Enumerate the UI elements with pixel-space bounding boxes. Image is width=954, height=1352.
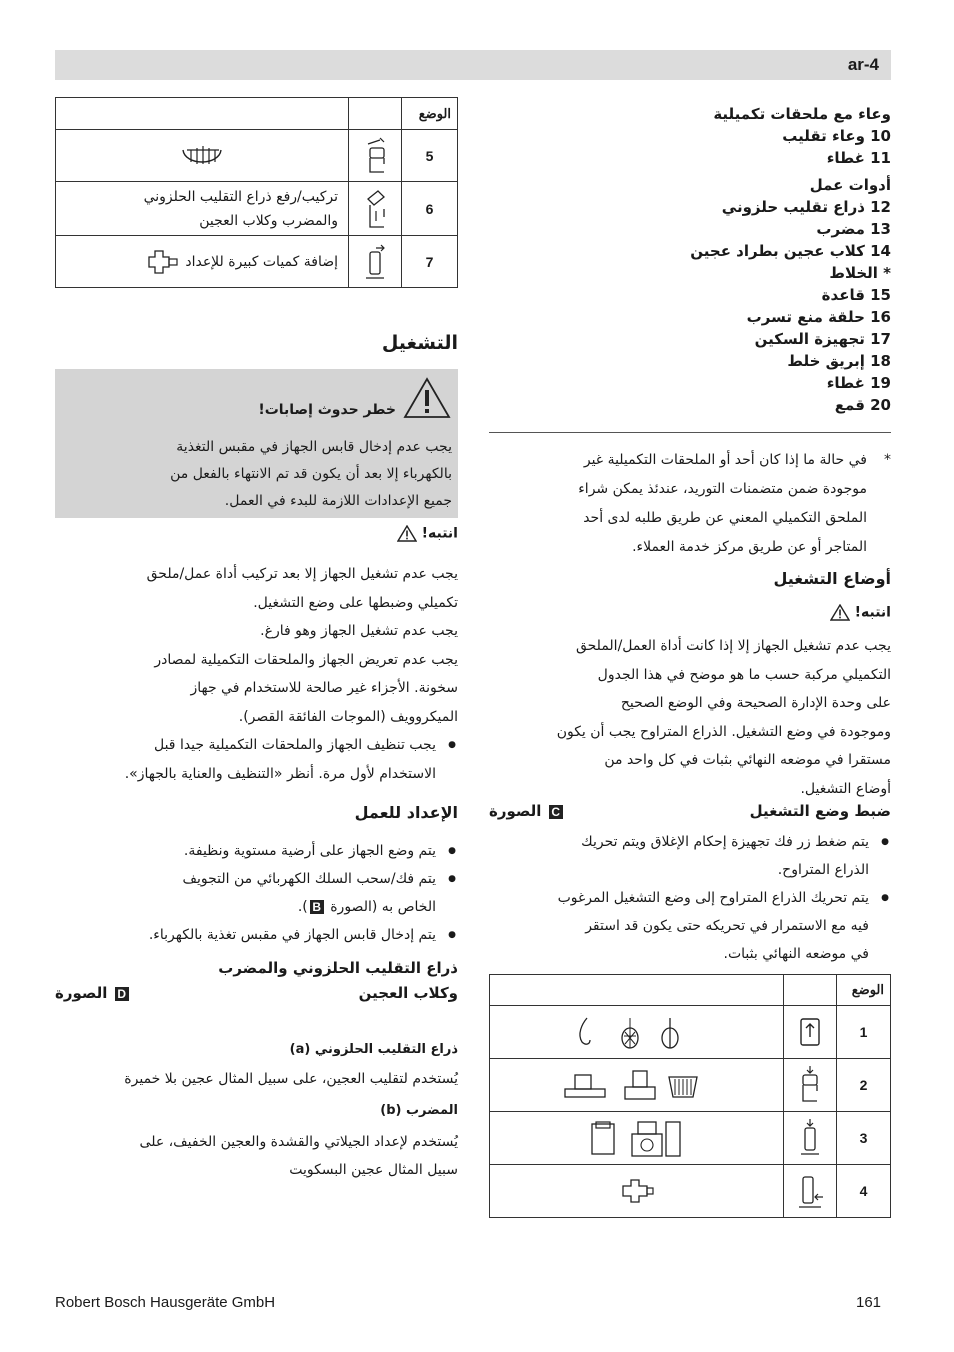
attention-line: يجب عدم تشغيل الجهاز وهو فارغ. xyxy=(260,623,458,639)
attention-line: يجب عدم تشغيل الجهاز إلا إذا كانت أداة العمل/الملحق xyxy=(575,638,891,654)
tools-heading xyxy=(55,956,458,1006)
list-item xyxy=(55,837,458,865)
attention-label: انتبه! xyxy=(421,525,458,542)
attachments-icon xyxy=(557,1067,717,1103)
bullet-line: الاستخدام لأول مرة. أنظر «التنظيف والعناية بالجهاز». xyxy=(124,765,436,782)
position-number: 2 xyxy=(837,1059,891,1112)
table-header-row xyxy=(56,98,458,130)
part-item: 18 إبريق خلط xyxy=(787,352,891,370)
arm-position-7-icon xyxy=(349,236,402,288)
bullet-line: ● يتم وضع الجهاز على أرضية مستوية ونظيفة. xyxy=(183,843,436,859)
footnote-line: في حالة ما إذا كان أحد أو الملحقات التكميلية غير xyxy=(583,452,867,468)
footnote-line: موجودة ضمن متضمنات التوريد، عندئذ يمكن شراء xyxy=(578,481,867,497)
position-number: 7 xyxy=(402,236,458,288)
part-item: 14 كلاب عجين بطراد عجين xyxy=(690,242,891,260)
row-description-line: إضافة كميات كبيرة للإعداد xyxy=(185,253,338,270)
bullet-line: ● يتم ضغط زر فك تجهيزة إحكام الإغلاق ويتم تحريك xyxy=(581,834,869,850)
footer-page-number: 161 xyxy=(856,1294,882,1311)
row-description xyxy=(56,236,349,288)
part-group: * الخلاط xyxy=(829,264,891,282)
part-item: 20 قمع xyxy=(834,396,891,414)
attention-line: سخونة. الأجزاء غير صالحة للاستخدام في جهاز xyxy=(190,680,458,696)
tool-b-line: يُستخدم لإعداد الجيلاتي والقشدة والعجين الخفيف، على xyxy=(139,1134,458,1150)
rear-drive-icon-cell xyxy=(490,1165,784,1218)
table-header-empty xyxy=(490,975,784,1006)
attention-line: التكميلي مركبة حسب ما هو موضح في هذا الجدول xyxy=(597,666,891,683)
tool-b-name: المضرب xyxy=(405,1103,458,1118)
bullet-line: ● يجب تنظيف الجهاز والملحقات التكميلية جيدا قبل xyxy=(153,737,436,753)
attention-line: يجب عدم تعريض الجهاز والملحقات التكميلية لمصادر xyxy=(154,651,458,668)
warning-triangle-icon xyxy=(397,525,417,542)
page-label: ar-4 xyxy=(847,55,879,74)
table-header-empty xyxy=(784,975,837,1006)
prep-bullets xyxy=(55,837,458,949)
beater-icon-cell xyxy=(56,130,349,182)
figure-letter-b: B xyxy=(310,900,324,914)
rear-drive-icon xyxy=(147,249,181,275)
tool-a-text: يُستخدم لتقليب العجين، على سبيل المثال عجين بلا خميرة xyxy=(124,1071,458,1087)
position-number: 1 xyxy=(837,1006,891,1059)
arm-position-4-icon xyxy=(784,1165,837,1218)
tool-b-text xyxy=(55,1128,458,1184)
warning-triangle-icon xyxy=(402,376,452,420)
processor-icons xyxy=(490,1112,784,1165)
warning-line: يجب عدم إدخال قابس الجهاز في مقبس التغذية xyxy=(176,439,452,455)
table-header-row xyxy=(490,975,891,1006)
figure-label: الصورة xyxy=(489,802,542,820)
figure-label: الصورة xyxy=(55,984,108,1002)
table-row xyxy=(490,1112,891,1165)
bullet-line: الخاص به (الصورة B). xyxy=(297,899,436,915)
table-row xyxy=(56,182,458,236)
attention-row xyxy=(55,525,458,542)
part-item: 11 غطاء xyxy=(826,149,891,167)
list-item xyxy=(55,921,458,949)
footnote-line: المتاجر أو عن طريق مركز خدمة العملاء. xyxy=(632,539,867,555)
whisk-bowl-icon xyxy=(179,142,225,170)
bullet-line: ● يتم إدخال قابس الجهاز في مقبس تغذية بالكهرباء. xyxy=(148,927,436,943)
op-positions-heading: أوضاع التشغيل xyxy=(773,569,891,588)
attention-line: أوضاع التشغيل. xyxy=(800,780,891,797)
attention-line: وموجودة في وضع التشغيل. الذراع المتراوح يجب أن يكون xyxy=(556,723,891,740)
part-item: 16 حلقة منع تسرب xyxy=(746,308,891,326)
warning-line: بالكهرباء إلا بعد أن يكون قد تم الانتهاء بالفعل من xyxy=(170,466,452,482)
attention-row xyxy=(489,604,891,621)
part-item: 19 غطاء xyxy=(826,374,891,392)
part-group: أدوات عمل xyxy=(809,176,891,194)
part-item: 10 وعاء تقليب xyxy=(782,127,891,145)
footnote-star: * xyxy=(884,452,891,468)
warning-line: جميع الإعدادات اللازمة للبدء في العمل. xyxy=(224,493,452,509)
part-item: 13 مضرب xyxy=(816,220,891,238)
header-bar xyxy=(55,50,891,80)
figure-letter-c: C xyxy=(549,805,563,819)
table-header-position: الوضع xyxy=(402,98,458,130)
part-item: 12 ذراع تقليب حلزوني xyxy=(721,198,891,216)
arm-position-3-icon xyxy=(784,1112,837,1165)
warning-text xyxy=(55,434,458,515)
set-position-title: ضبط وضع التشغيل xyxy=(749,802,891,820)
attention-text xyxy=(489,632,891,803)
positions-table-left xyxy=(55,97,458,288)
position-number: 4 xyxy=(837,1165,891,1218)
table-row xyxy=(490,1006,891,1059)
list-item xyxy=(55,731,458,788)
footnote-line: الملحق التكميلي المعني عن طريق طلبه لدى أحد xyxy=(583,510,867,526)
mixing-tools-icon xyxy=(572,1014,702,1050)
part-item: 17 تجهيزة السكين xyxy=(754,330,891,348)
tool-b-tag: (b) xyxy=(380,1103,402,1118)
prep-heading: الإعداد للعمل xyxy=(354,803,458,822)
set-position-bullets xyxy=(489,828,891,968)
warning-title: خطر حدوث إصابات! xyxy=(258,402,396,418)
table-row xyxy=(56,130,458,182)
bullet-line: فيه مع الاستمرار في تحريكه حتى يكون قد استقر xyxy=(585,918,869,934)
tool-b-title xyxy=(55,1103,458,1118)
tools-heading-line: ذراع التقليب الحلزوني والمضرب xyxy=(218,959,458,977)
bullet-line: ● يتم فك/سحب السلك الكهربائي من التجويف xyxy=(182,871,436,887)
tool-b-line: سبيل المثال عجين البسكويت xyxy=(289,1162,458,1178)
attention-line: على وحدة الإدارة الصحيحة وفي الوضع الصحيح xyxy=(620,695,891,711)
footnote xyxy=(489,446,891,562)
parts-heading: وعاء مع ملحقات تكميلية xyxy=(713,105,891,123)
tool-a-title xyxy=(55,1042,458,1057)
attention-text xyxy=(55,560,458,788)
rear-drive-icon xyxy=(617,1176,657,1206)
attention-line: يجب عدم تشغيل الجهاز إلا بعد تركيب أداة عمل/ملحق xyxy=(146,566,458,582)
attachments-icons xyxy=(490,1059,784,1112)
arm-position-2-icon xyxy=(784,1059,837,1112)
tool-a-tag: (a) xyxy=(289,1042,311,1057)
attention-line: الميكروويف (الموجات الفائقة القصر). xyxy=(238,708,458,725)
table-header-empty xyxy=(56,98,349,130)
list-item xyxy=(489,884,891,968)
tool-a-name: ذراع التقليب الحلزوني xyxy=(314,1042,458,1057)
operation-heading: التشغيل xyxy=(381,332,458,354)
positions-table-right xyxy=(489,974,891,1218)
row-description-line: تركيب/رفع ذراع التقليب الحلزوني xyxy=(143,188,338,205)
arm-position-5-icon xyxy=(349,130,402,182)
list-item xyxy=(489,828,891,884)
position-number: 6 xyxy=(402,182,458,236)
parts-list xyxy=(489,103,891,416)
arm-up-icon xyxy=(784,1006,837,1059)
bullet-line: في موضعه النهائي بثبات. xyxy=(723,946,869,962)
table-row xyxy=(56,236,458,288)
tools-heading-line: وكلاب العجين xyxy=(358,984,458,1002)
bullet-text: الخاص به (الصورة xyxy=(330,899,436,915)
attention-line: مستقرا في موضعه النهائي بثبات في كل واحد من xyxy=(604,752,891,768)
bullet-line: الذراع المتراوح. xyxy=(777,862,869,878)
position-number: 5 xyxy=(402,130,458,182)
row-description-line: والمضرب وكلاب العجين xyxy=(199,212,338,229)
figure-letter-d: D xyxy=(115,987,129,1001)
table-row xyxy=(490,1059,891,1112)
position-number: 3 xyxy=(837,1112,891,1165)
processor-icon xyxy=(582,1118,692,1158)
bullet-line: ● يتم تحريك الذراع المتراوح إلى وضع التشغيل المرغوب xyxy=(557,890,869,906)
part-item: 15 قاعدة xyxy=(821,286,891,304)
warning-triangle-icon xyxy=(830,604,850,621)
table-header-position: الوضع xyxy=(837,975,891,1006)
list-item xyxy=(55,865,458,921)
table-header-empty xyxy=(349,98,402,130)
row-description xyxy=(56,182,349,236)
figure-ref-d xyxy=(55,981,131,1006)
set-position-heading xyxy=(489,802,891,820)
table-row xyxy=(490,1165,891,1218)
arm-position-6-icon xyxy=(349,182,402,236)
divider xyxy=(489,432,891,433)
tools-icons xyxy=(490,1006,784,1059)
attention-label: انتبه! xyxy=(854,604,891,621)
attention-line: تكميلي وضبطها على وضع التشغيل. xyxy=(253,594,458,611)
footer-company: Robert Bosch Hausgeräte GmbH xyxy=(55,1294,276,1311)
figure-ref-c xyxy=(489,802,565,820)
